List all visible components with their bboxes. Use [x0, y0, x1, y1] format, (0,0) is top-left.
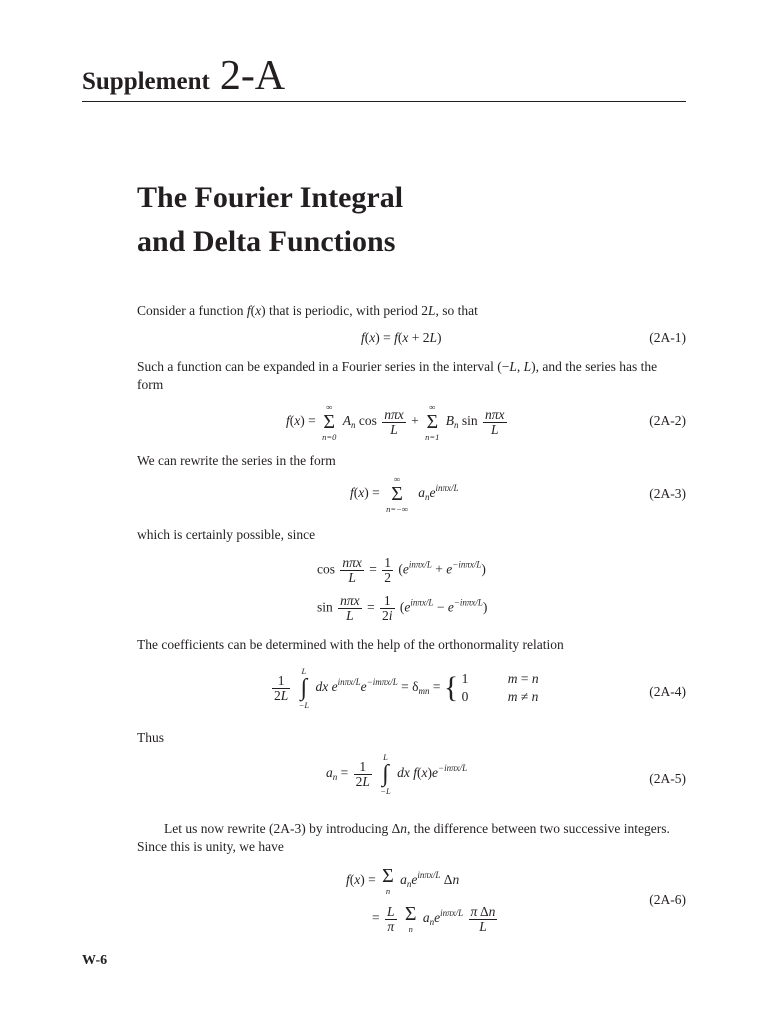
paragraph-1: Consider a function f(x) that is periodic, with period 2L, so that — [137, 303, 478, 318]
paragraph-5: The coefficients can be determined with the help of the orthonormality relation — [137, 637, 564, 652]
equation-2a-1: f(x) = f(x + 2L) — [361, 330, 442, 345]
equation-2a-2: f(x) = ∞ Σ n=0 $A_n$ cos $\frac{\text{nπx}}{L}$ + ∞ Σ n=1 $B_n$ sin $\frac{\text{nπx}}{L}$ — [286, 402, 505, 442]
cos-identity: cos $\frac{\text{nπx}}{L}$ = $\frac{1}{2}$ $(e^{in\pi x/L} + e^{-in\pi x/L})$ — [317, 555, 486, 585]
equation-number: (2A-5) — [649, 771, 686, 786]
chapter-title-line-2: and Delta Functions — [137, 225, 396, 258]
equation-2a-6-line-2: = $\frac{L}{\pi}$ Σ n $a_ne^{in\pi x/L}$ $\frac{\text{π Δn}}{L}$ — [372, 903, 496, 934]
equation-2a-6-line-1: f(x) = Σ n $a_ne^{in\pi x/L}$ Δn — [346, 865, 460, 896]
equation-number: (2A-6) — [649, 892, 686, 907]
equation-2a-5: $a_n$ = $\frac{1}{2L}$ L ∫ −L dx $f(x)e^{-in\pi x/L}$ — [326, 752, 468, 796]
paragraph-6: Thus — [137, 730, 164, 745]
paragraph-7: Let us now rewrite (2A-3) by introducing Δn, the difference between two successive integers. Since this is unity, we have — [137, 821, 670, 854]
sin-identity: sin $\frac{\text{nπx}}{L}$ = $\frac{1}{2i}$ $(e^{in\pi x/L} - e^{-in\pi x/L})$ — [317, 593, 488, 623]
equation-number: (2A-3) — [649, 486, 686, 501]
chapter-title-line-1: The Fourier Integral — [137, 181, 404, 214]
paragraph-2: Such a function can be expanded in a Fourier series in the interval (−L, L), and the series has the form — [137, 359, 658, 392]
supplement-word: Supplement — [82, 68, 210, 95]
header-rule — [82, 101, 686, 102]
supplement-number: 2-A — [219, 53, 286, 99]
paragraph-3: We can rewrite the series in the form — [137, 453, 336, 468]
page-number: W-6 — [82, 953, 108, 968]
paragraph-4: which is certainly possible, since — [137, 527, 316, 542]
supplement-heading — [82, 52, 285, 100]
equation-2a-3: f(x) = ∞ Σ n=−∞ $a_ne^{in\pi x/L}$ — [350, 474, 459, 514]
equation-number: (2A-1) — [649, 330, 686, 345]
chapter-title — [137, 176, 403, 264]
equation-2a-4: $\frac{1}{2L}$ L ∫ −L dx $e^{in\pi x/L}e^{-im\pi x/L} = \delta_{mn}$ = { 1 m = n 0 m ≠ n — [274, 666, 539, 710]
equation-number: (2A-4) — [649, 684, 686, 699]
equation-number: (2A-2) — [649, 413, 686, 428]
